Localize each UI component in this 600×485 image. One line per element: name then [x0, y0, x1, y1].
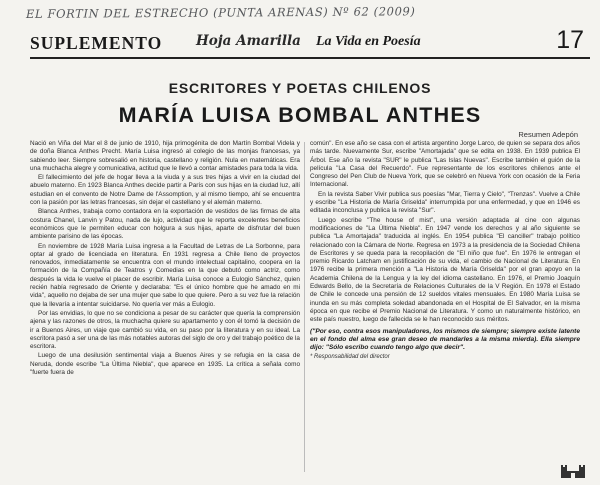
section-name: SUPLEMENTO — [30, 33, 163, 53]
paragraph: Nació en Viña del Mar el 8 de junio de 1910, hija primogénita de don Martín Bombal Videla y de doña Blanca Anthes Precht. María Luisa ingresó al colegio de las monjas francesas, ya sabiendo leer. Siempre sobresalió en historia, castellano y religión. Nula en matemáticas. Era una muchacha alegre y comunicativa, actitud que le llevó a contar amistades para toda la vida. — [30, 140, 300, 172]
paragraph: Luego de una desilusión sentimental viaja a Buenos Aires y se refugia en la casa de Neruda, donde escribe "La Última Niebla", que aparece en 1935. La crítica a señala como "fuerte fuera de — [30, 352, 300, 377]
paragraph: Por las envidias, lo que no se condiciona a pesar de su carácter que quería la comprensión ajena y las razones de otros, la muchacha quiere su apartamento y con él tomó la decisión de ir a Buenos Aires, un viaje que cambió su vida, en su paso por la literatura y en su ideal. La escritora pasó a ser una de las más notables autoras del siglo de oro y del trabajo poético de la escritora. — [30, 309, 300, 351]
article-summary-label: Resumen Adepón — [518, 130, 578, 139]
paragraph: Luego escribe "The house of mist", una versión adaptada al cine con algunas modificaciones de "La Última Niebla". En 1947 vende los derechos y al año siguiente se publica "La Amortajada" traducida al inglés. En 1954 publica "El canciller" trabajo político relacionado con la Cámara de Norte. Regresa en 1973 a la presidencia de la Sociedad Chilena de Escritores y se queda para la recopilación de "El niño que fue". En 1976 le entregan el premio Ricardo Latcham en justificación de su vida, el cambio de Nacional de Literatura. En 1976 recibe la primera mención a "La Historia de María Griselda" por el gran apoyo en la Academia Chilena de la Lengua y la ley del idioma castellano. En 1976, el Premio Joaquín Edwards Bello, de la Secretaría de Relaciones Culturales de la V Región. En 1978 el Estado de Chile le concede una pensión de 12 sueldos vitales mensuales. En 1980 María Luisa se inunda en su más completa soledad abandonada en el Hospital de El Salvador, en la misma época en que recibe el Premio Nacional de Literatura. Y como un naturalmente histórico, en este país nuestro, luego de fallecida se le han reconocido sus méritos. — [310, 216, 580, 324]
paragraph: Blanca Anthes, trabaja como contadora en la exportación de vestidos de las firmas de alta costura Chanel, Lanvin y Patou, nada de lujo, actividad que le reporta excelentes beneficios económicos que le permiten educar con holgura a sus hijas, aparte de disfrutar del buen ambiente parisino de las épocas. — [30, 208, 300, 241]
closing-quote: ("Por eso, contra esos manipuladores, los mismos de siempre; siempre existe latente en el fondo del alma ese gran deseo de mandarles a la misma mierda). Ella siempre dijo: "Sólo escribo cuando tengo algo que decir". — [310, 327, 580, 352]
paragraph: El fallecimiento del jefe de hogar lleva a la viuda y a sus tres hijas a vivir en la ciudad del abuelo materno. En 1923 Blanca Anthes decide partir a París con sus hijas en la ciudad luz, allí estudian en el convento de Notre Dame de l'Assomption, y al mismo tiempo, ahí se encuentra con la pasión por las letras francesas, sin dejar el castellano y el alemán materno. — [30, 174, 300, 207]
handwritten-source-note: EL FORTIN DEL ESTRECHO (PUNTA ARENAS) Nº 62 (2009) — [25, 4, 416, 21]
article-kicker: ESCRITORES Y POETAS CHILENOS — [168, 80, 432, 96]
article-column-right — [310, 140, 580, 470]
paragraph: En la revista Saber Vivir publica sus poesías "Mar, Tierra y Cielo", "Trenzas". Vuelve a Chile y escribe "La Historia de María Griselda" interrumpida por una enfermedad, y que en 1946 es editada inconclusa y publica la revista "Sur". — [310, 190, 580, 215]
supplement-header — [30, 27, 590, 61]
castle-emblem-icon — [560, 462, 586, 478]
supplement-subtitle: La Vida en Poesía — [316, 34, 421, 49]
article-title: MARÍA LUISA BOMBAL ANTHES — [118, 103, 482, 127]
page-number: 17 — [556, 26, 584, 54]
paragraph: común". En ese año se casa con el artista argentino Jorge Larco, de quien se separa dos años más tarde. Nuevamente Sur, escribe "Amortajada" que se edita en 1938. En 1939 publica El Árbol. Ese año la revista "SUR" le publica "Las Islas Nuevas". Escribe también el guión de la película "La Casa del Recuerdo". Fue representante de los escritores chilenos ante el Congreso del Pen Club de Nueva York, que se celebró en Nueva York con ocasión de la Feria Internacional. — [310, 140, 580, 189]
header-rule — [30, 57, 590, 59]
supplement-name: Hoja Amarilla — [196, 33, 301, 49]
column-divider — [304, 142, 305, 472]
paragraph: En noviembre de 1928 María Luisa ingresa a la Facultad de Letras de La Sorbonne, para optar al grado de licenciada en literatura. En 1931 regresa a Chile lleno de proyectos renovados, inmediatamente se encuentra con el mundo intelectual capitalino, coopera en la formación de la Compañía de Teatros y Comedias en la que debutó como actriz, como después la vida le vuelve el placer de escribir. María Luisa conoce a Eulogio Sánchez, quien recién había regresado de Oriente y declaraba: "Es el único hombre que he amado en mi vida", aquello no dejaba de ser una mujer que sabe lo que quiere. Pero a su vez fue la relación que la llevaría a intentar suicidarse. No quería ver más a Eulogio. — [30, 242, 300, 308]
article-column-left — [30, 140, 300, 482]
footnote: * Responsabilidad del director — [310, 354, 390, 361]
